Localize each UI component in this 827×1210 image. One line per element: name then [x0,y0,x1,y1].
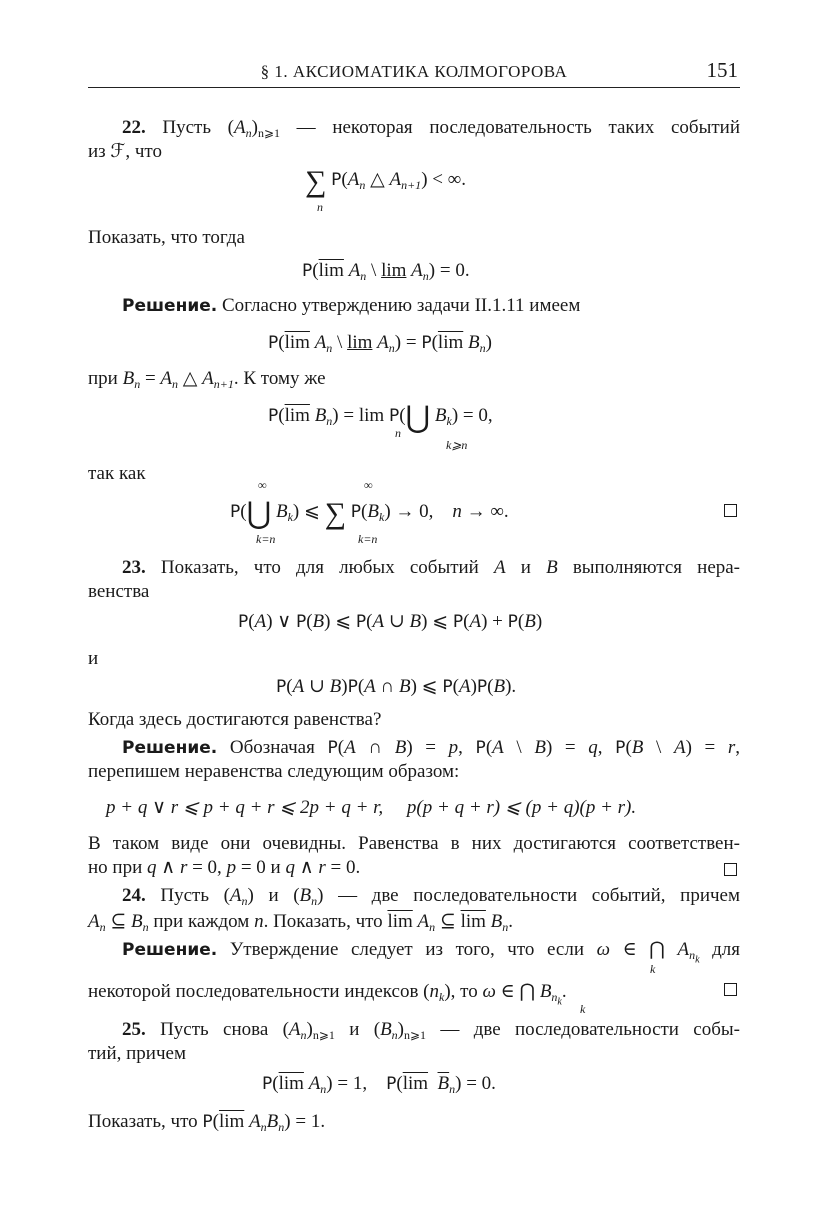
problem-23-text: Показать, что для любых событий A и B выполняются нера- [160,557,741,578]
solution-22-equation-1: $P(\overline{lim}$ $A_n$ \ $\lim A_n) = P(\overline{lim}$ $B_n$) [268,332,492,355]
eq4-union-index: k⩾n [446,438,468,452]
solution-22-equation-2: $P(\overline{lim}$ $B_n) = \lim$ P(⋃ $B_k) = 0$, [268,401,493,434]
solution-24-line-2: некоторой последовательности индексов $(n_k)$, то ω ∈ ⋂ $B_{n_k}$. [88,981,567,1008]
qed-square-24 [724,983,737,996]
problem-22-line-2: из ℱ, что [88,141,162,162]
problem-23-equation-2: P(A ∪ B)P(A ∩ B) ⩽ P(A)P(B). [276,676,517,697]
problem-23-number: 23. [122,557,146,578]
solution-23-label: Решение. [122,738,218,758]
page-number: 151 [706,58,738,82]
problem-25-line-2: тий, причем [88,1043,186,1064]
problem-22-equation-1: ∑ $P(A_n$ △ $A_{n+1}$) < ∞. [305,165,467,198]
eq5-union-lower: k=n [256,532,276,546]
running-header [88,58,740,88]
problem-22-line-3: Показать, что тогда [88,227,245,248]
eq5-sum-upper: ∞ [364,478,373,492]
eq4-lim-index: n [395,426,401,440]
problem-23-equation-1: P(A) ∨ P(B) ⩽ P(A ∪ B) ⩽ P(A) + P(B) [238,611,543,632]
solution-22-equation-3: P(⋃ $B_k$) ⩽ ∑ $P(B_k) \to 0$, n → ∞. [230,497,509,530]
eq1-sum-index: n [317,200,323,214]
qed-square-23 [724,863,737,876]
problem-24-line-2: $A_n$ ⊆ $B_n$ при каждом n. Показать, что $\overline{lim}$ $A_n$ ⊆ $\overline{lim}$ $B_n$. [88,911,514,934]
eq5-sum-lower: k=n [358,532,378,546]
section-title: § 1. АКСИОМАТИКА КОЛМОГОРОВА [260,62,568,81]
problem-25-line-1 [122,1018,740,1047]
solution-23-equation: p + q ∨ r ⩽ p + q + r ⩽ 2p + q + r, p(p + q + r) ⩽ (p + q)(p + r). [106,797,637,818]
problem-22-line-1 [122,116,740,145]
solution-22-line-2: при $B_n = A_n$ △ $A_{n+1}$. К тому же [88,368,326,391]
solution-24-label: Решение. [122,940,218,960]
solution-23-line-4: но при q ∧ r = 0, p = 0 и q ∧ r = 0. [88,857,361,878]
problem-24-number: 24. [122,885,146,906]
problem-25-line-3: Показать, что $P(\overline{lim}$ $A_nB_n) = 1$. [88,1111,326,1134]
problem-24-text-1: Пусть $(A_n)$ и $(B_n)$ — две последовательности событий, причем [160,885,741,908]
solution-22-label: Решение. [122,296,218,316]
sol24-intersection-index-1: k [650,962,656,976]
solution-23-line-2: перепишем неравенства следующим образом: [88,761,460,782]
sol24-intersection-index-2: k [580,1002,586,1016]
problem-24-line-1 [122,884,740,913]
header-rule [88,87,740,88]
problem-22-number: 22. [122,117,146,138]
problem-23-line-2: венства [88,581,150,602]
solution-23-line-3: В таком виде они очевидны. Равенства в них достигаются соответствен- [88,833,740,854]
problem-25-text-1: Пусть снова $(A_n)_{n⩾1}$ и $(B_n)_{n⩾1}$ — две последовательности собы- [160,1019,740,1042]
problem-25-equation: $P(\overline{lim}$ $A_n) = 1$, $P(\overline{lim}$ $\overline{B}_n) = 0$. [262,1073,496,1096]
problem-25-number: 25. [122,1019,146,1040]
solution-23-text-1: Обозначая P(A ∩ B) = p, P(A \ B) = q, P(B \ A) = r, [229,737,741,758]
solution-24-line-1 [122,938,740,972]
qed-square-22 [724,504,737,517]
problem-22-statement: Пусть $(A_n)_{n⩾1}$ — некоторая последовательность таких событий [162,117,740,140]
solution-23-line-1 [122,736,740,760]
solution-22-text-1: Согласно утверждению задачи II.1.11 имеем [221,295,581,316]
solution-22-line-3: так как [88,463,146,484]
problem-22-equation-2: $P(\overline{lim}$ $A_n$ \ $\lim A_n) = 0$. [302,260,470,283]
eq5-union-upper: ∞ [258,478,267,492]
problem-23-line-1 [122,556,740,580]
problem-23-and: и [88,648,99,669]
solution-22-line-1 [122,294,580,318]
problem-23-line-3: Когда здесь достигаются равенства? [88,709,382,730]
solution-24-text-1: Утверждение следует из того, что если ω ∈ ⋂ $A_{n_k}$ для [229,939,740,966]
